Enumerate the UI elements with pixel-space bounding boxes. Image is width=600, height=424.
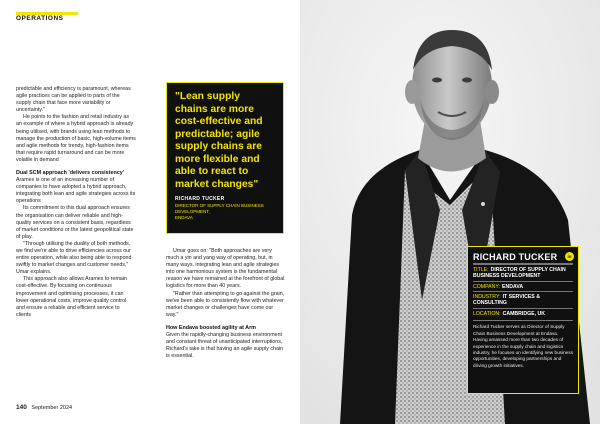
subheading: Dual SCM approach 'delivers consistency': [16, 170, 125, 177]
profile-field-label: TITLE:: [473, 266, 489, 273]
paragraph: Given the rapidly-changing business environment and constant threat of unanticipated interruptions, Richard's take is that having an agile supply chain is essential.: [166, 331, 284, 360]
paragraph: This approach also allows Aramex to remain cost-effective. By focusing on continuous improvement and optimising processes, it can lower operational costs, improve quality control and ensure a reliable and efficient service to clients: [16, 276, 127, 318]
paragraph: Aramex is one of an increasing number of companies to have adopted a hybrid approach, integrating both lean and agile strategies across its operations: [16, 177, 136, 205]
profile-field-label: LOCATION:: [473, 311, 501, 318]
paragraph: predictable and efficiency is paramount, whereas agile practices can be applied to parts of the supply chain that face more variability or uncertainty.": [16, 86, 131, 114]
paragraph: "Rather than attempting to go against the grain, we've been able to consistently flow with whatever market changes or challenges have come our way.": [166, 290, 285, 318]
pull-quote-attribution-company: ENDAVA: [175, 215, 193, 221]
article-column-middle: [166, 248, 286, 360]
article-column-left: [16, 86, 136, 319]
pull-quote-attribution-name: RICHARD TUCKER: [175, 196, 225, 202]
profile-card: [467, 246, 579, 394]
pull-quote-attribution-title: DIRECTOR OF SUPPLY CHAIN BUSINESS DEVELOPMENT,: [175, 203, 264, 214]
profile-field-value: DIRECTOR OF SUPPLY CHAIN BUSINESS DEVELOPMENT: [473, 266, 566, 279]
profile-field-label: COMPANY:: [473, 283, 500, 290]
section-label: OPERATIONS: [16, 15, 64, 22]
pull-quote-box: [166, 82, 284, 234]
issue-date: September 2024: [31, 405, 73, 411]
paragraph: Its commitment to this dual approach ensures the organisation can deliver reliable and high-quality services on a consistent basis, regardless of market conditions or the latest geopolitical state of play.: [16, 205, 134, 240]
paragraph: Umar goes on: "Both approaches are very much a yin and yang way of operating, but, in many ways, integrating lean and agile strategies into one harmonious system is the fundamental reason we have remained at the forefront of global logistics for more than 40 years.: [166, 248, 285, 290]
profile-field-label: INDUSTRY:: [473, 294, 501, 301]
linkedin-icon[interactable]: in: [565, 252, 574, 261]
paragraph: "Through utilising the duality of both methods, we find we're able to drive efficiencies across our entire operation, while also being able to respond swiftly to market changes and customer needs," Umar explains.: [16, 240, 132, 276]
profile-bio: Richard Tucker serves as Director of Supply Chain Business Development at Endava. Having amassed more than two decades of experience in the supply chain and logistics industry, he focuses on identifying new business opportunities, developing partnerships and driving growth initiatives.: [473, 324, 573, 368]
profile-field-value: ENDAVA: [502, 283, 524, 290]
profile-location-row: [473, 308, 573, 319]
page-footer: [16, 404, 72, 411]
profile-industry-row: [473, 291, 573, 308]
subheading: How Endava boosted agility at Arm: [166, 324, 256, 331]
profile-company-row: [473, 281, 573, 292]
profile-name: RICHARD TUCKER: [473, 252, 558, 262]
divider: [473, 320, 573, 321]
pull-quote-text: "Lean supply chains are more cost-effective and predictable; agile supply chains are more flexible and able to react to market changes": [175, 91, 263, 190]
paragraph: He points to the fashion and retail industry as an example of where a hybrid approach is already being utilised, with brands using lean methods to manage the production of basic, high-volume items and agile methods for trendy, high-fashion items that require rapid turnaround and can be more volatile in demand: [16, 114, 136, 163]
profile-field-value: CAMBRIDGE, UK: [502, 311, 545, 318]
profile-title-row: [473, 264, 573, 281]
page-number: 140: [16, 404, 27, 411]
profile-field-value: IT SERVICES & CONSULTING: [473, 294, 540, 307]
